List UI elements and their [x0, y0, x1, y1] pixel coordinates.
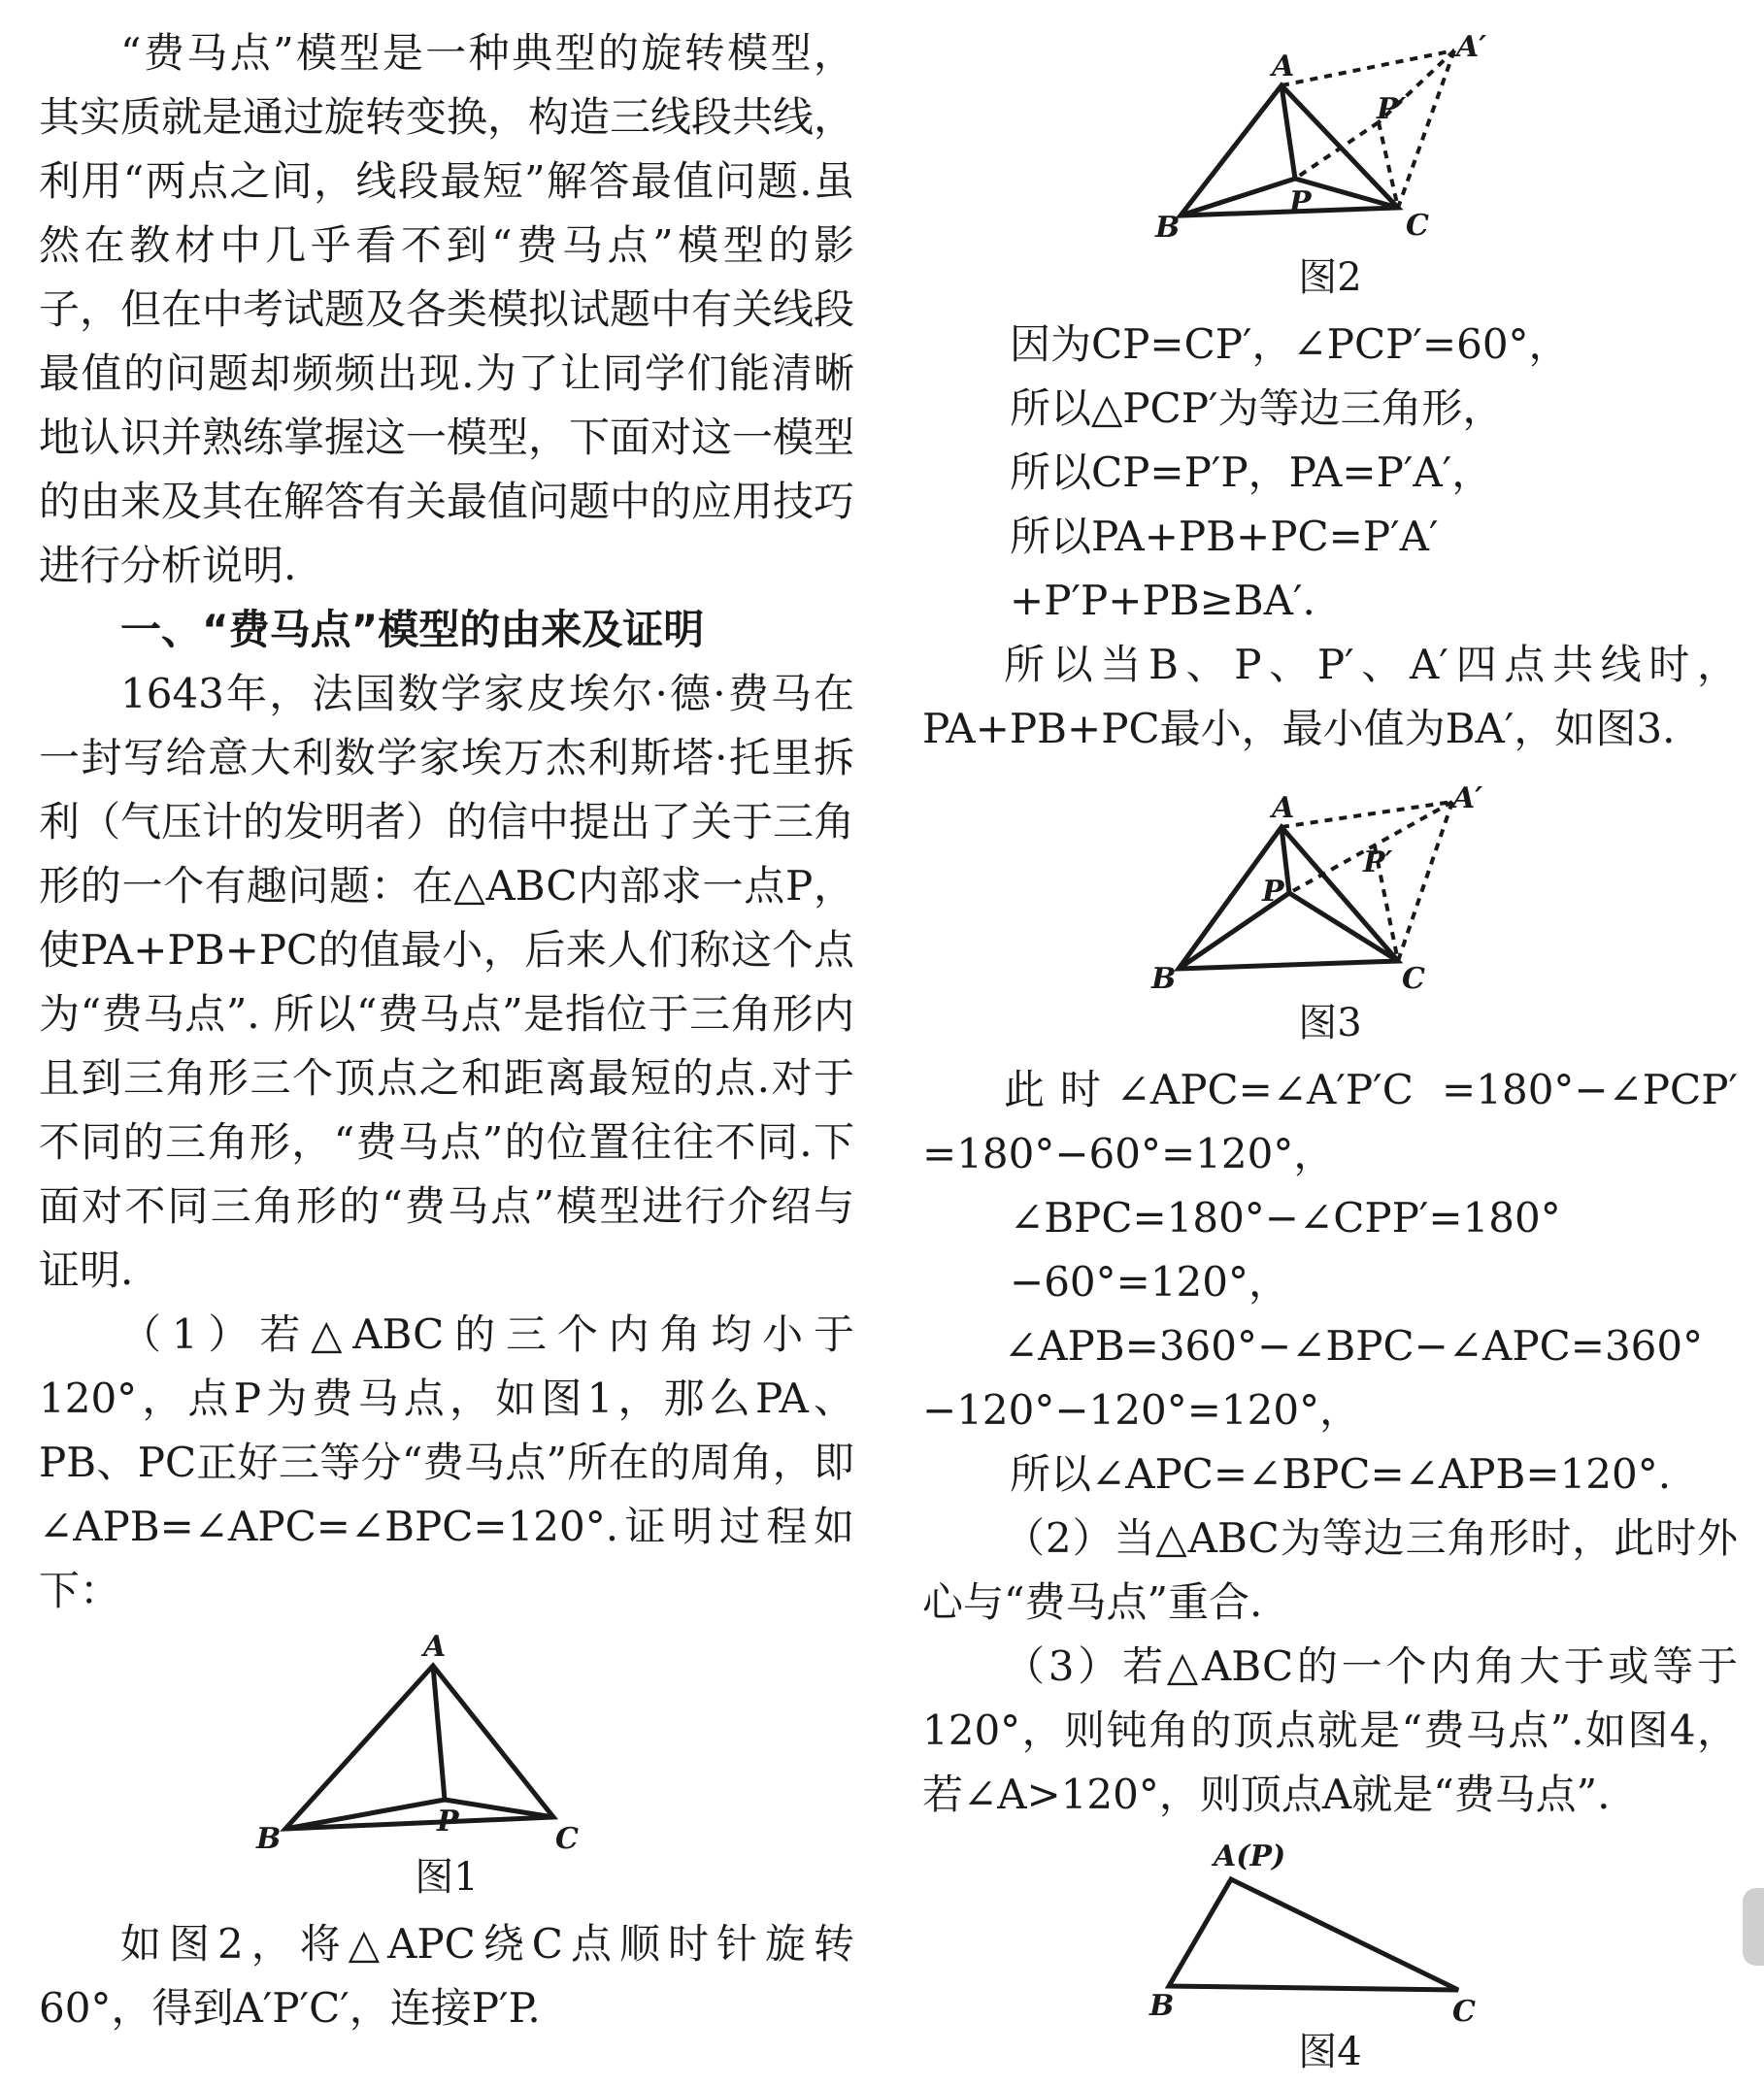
case1-paragraph: （1）若△ABC的三个内角均小于120°，点P为费马点，如图1，那么PA、PB、PC正好三等分“费马点”所在的周角，即∠APB=∠APC=∠BPC=120°.证明过程如下：	[39, 1310, 854, 1614]
figure-4	[922, 1831, 1738, 2025]
angle-line-4: 所以∠APC=∠BPC=∠APB=120°.	[1010, 1450, 1672, 1498]
figure-3	[922, 771, 1738, 996]
dashed-a-a1	[1281, 50, 1454, 85]
case3-paragraph: （3）若△ABC的一个内角大于或等于120°，则钝角的顶点就是“费马点”.如图4，若∠A>120°，则顶点A就是“费马点”.	[922, 1642, 1738, 1818]
label-b: B	[256, 1822, 282, 1850]
segment-pa	[433, 1666, 445, 1800]
angle-line-3: ∠APB=360°−∠BPC−∠APC=360°−120°−120°=120°，	[922, 1322, 1704, 1434]
dashed-a-a1	[1281, 802, 1452, 827]
label-p: P	[437, 1805, 459, 1839]
step-4: 所以PA+PB+PC=P′A′+P′P+PB≥BA′.	[1010, 513, 1439, 624]
label-p-prime: P′	[1363, 845, 1393, 879]
label-b: B	[1151, 962, 1177, 996]
figure-4-caption: 图4	[1298, 2030, 1362, 2074]
step-3: 所以CP=P′P，PA=P′A′，	[1010, 448, 1493, 496]
figure-2	[922, 21, 1738, 250]
angle-line-2: ∠BPC=180°−∠CPP′=180°−60°=120°，	[1010, 1194, 1561, 1306]
label-a-p: A(P)	[1214, 1839, 1286, 1873]
dashed-a1-c	[1398, 802, 1452, 961]
label-p-prime: P′	[1377, 92, 1407, 126]
label-c: C	[1406, 209, 1429, 243]
label-a: A	[1272, 50, 1295, 83]
label-c: C	[1452, 1995, 1476, 2025]
label-p: P	[1289, 185, 1312, 219]
label-a-prime: A′	[1456, 30, 1487, 64]
angle-line-1: 此时∠APC=∠A′P′C =180°−∠PCP′ =180°−60°=120°，	[922, 1066, 1738, 1177]
left-column	[39, 0, 854, 2040]
label-a: A	[423, 1630, 447, 1664]
segment-pc	[1289, 893, 1398, 961]
page-edge-tab	[1743, 1888, 1764, 1966]
label-c: C	[555, 1822, 579, 1850]
right-column	[922, 0, 1738, 2087]
figure-1-caption: 图1	[415, 1855, 479, 1900]
dashed-p1-p	[1295, 122, 1379, 179]
label-a: A	[1272, 791, 1295, 825]
label-p: P	[1262, 875, 1284, 909]
step-2: 所以△PCP′为等边三角形，	[1010, 384, 1504, 432]
figure-3-diagram	[1116, 771, 1544, 996]
figure-3-caption: 图3	[1298, 1001, 1362, 1045]
collinear-paragraph: 所以当B、P、P′、A′四点共线时，PA+PB+PC最小，最小值为BA′，如图3.	[922, 641, 1738, 752]
triangle-abc	[1169, 1879, 1458, 1990]
label-c: C	[1402, 962, 1425, 996]
history-paragraph: 1643年，法国数学家皮埃尔·德·费马在一封写给意大利数学家埃万杰利斯塔·托里拆利（气压计的发明者）的信中提出了关于三角形的一个有趣问题：在△ABC内部求一点P，使PA+PB+PC的值最小，后来人们称这个点为“费马点”. 所以“费马点”是指位于三角形内且到三角形三个顶点之和距离最短的点.对于不同的三角形，“费马点”的位置往往不同.下面对不同三角形的“费马点”模型进行介绍与证明.	[39, 670, 855, 1294]
section-heading: 一、“费马点”模型的由来及证明	[120, 606, 705, 653]
figure-2-diagram	[1116, 21, 1544, 250]
label-a-prime: A′	[1452, 781, 1483, 815]
figure-4-diagram	[1107, 1831, 1553, 2025]
label-b: B	[1149, 1989, 1175, 2023]
figure-1-diagram	[243, 1629, 650, 1850]
label-b: B	[1155, 211, 1181, 245]
figure-1	[39, 1629, 854, 1850]
rotate-paragraph: 如图2，将△APC绕C点顺时针旋转60°，得到A′P′C′，连接P′P.	[39, 1920, 854, 2032]
figure-2-caption: 图2	[1298, 255, 1362, 300]
step-1: 因为CP=CP′，∠PCP′=60°，	[1010, 320, 1570, 368]
case2-paragraph: （2）当△ABC为等边三角形时，此时外心与“费马点”重合.	[922, 1514, 1738, 1626]
dashed-a1-c	[1398, 50, 1454, 208]
intro-paragraph: “费马点”模型是一种典型的旋转模型，其实质就是通过旋转变换，构造三线段共线，利用“两点之间，线段最短”解答最值问题.虽然在教材中几乎看不到“费马点”模型的影子，但在中考试题及各类模拟试题中有关线段最值的问题却频频出现.为了让同学们能清晰地认识并熟练掌握这一模型，下面对这一模型的由来及其在解答有关最值问题中的应用技巧进行分析说明.	[39, 29, 855, 589]
segment-pc	[445, 1800, 553, 1817]
